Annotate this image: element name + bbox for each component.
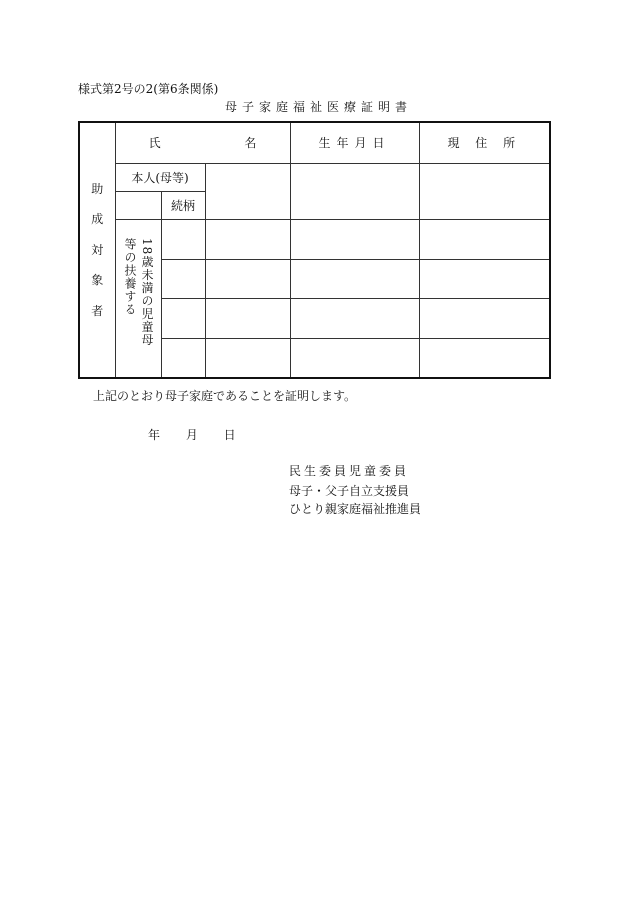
certificate-table bbox=[78, 121, 551, 379]
child-address-cell[interactable] bbox=[419, 259, 550, 298]
row-label-self: 本人(母等) bbox=[115, 163, 205, 191]
child-address-cell[interactable] bbox=[419, 298, 550, 338]
child-relation-cell[interactable] bbox=[161, 298, 205, 338]
self-birthdate-cell[interactable] bbox=[290, 163, 419, 219]
header-address: 現 住 所 bbox=[419, 122, 550, 163]
child-name-cell[interactable] bbox=[205, 219, 290, 259]
blank-cell bbox=[115, 191, 161, 219]
signer-title-promotion-officer: ひとり親家庭福祉推進員 bbox=[289, 502, 422, 516]
child-relation-cell[interactable] bbox=[161, 219, 205, 259]
child-relation-cell[interactable] bbox=[161, 259, 205, 298]
child-name-cell[interactable] bbox=[205, 298, 290, 338]
child-address-cell[interactable] bbox=[419, 219, 550, 259]
child-birthdate-cell[interactable] bbox=[290, 338, 419, 378]
children-label: 18歳未満の児童母等の扶養する bbox=[115, 219, 161, 378]
self-address-cell[interactable] bbox=[419, 163, 550, 219]
document-title: 母子家庭福祉医療証明書 bbox=[225, 100, 413, 114]
child-relation-cell[interactable] bbox=[161, 338, 205, 378]
child-birthdate-cell[interactable] bbox=[290, 259, 419, 298]
child-name-cell[interactable] bbox=[205, 338, 290, 378]
date-line: 年 月 日 bbox=[148, 428, 236, 442]
child-birthdate-cell[interactable] bbox=[290, 298, 419, 338]
self-name-cell[interactable] bbox=[205, 163, 290, 219]
header-name: 氏 名 bbox=[115, 122, 290, 163]
child-name-cell[interactable] bbox=[205, 259, 290, 298]
signer-title-support-officer: 母子・父子自立支援員 bbox=[289, 484, 410, 498]
relation-label: 続柄 bbox=[161, 191, 205, 219]
side-header-recipient: 助 成 対 象 者 bbox=[79, 122, 115, 378]
child-address-cell[interactable] bbox=[419, 338, 550, 378]
child-birthdate-cell[interactable] bbox=[290, 219, 419, 259]
signer-title-welfare-commissioner: 民生委員児童委員 bbox=[289, 464, 410, 478]
header-birthdate: 生年月日 bbox=[290, 122, 419, 163]
certification-statement: 上記のとおり母子家庭であることを証明します。 bbox=[93, 389, 357, 403]
form-number: 様式第2号の2(第6条関係) bbox=[78, 82, 219, 96]
